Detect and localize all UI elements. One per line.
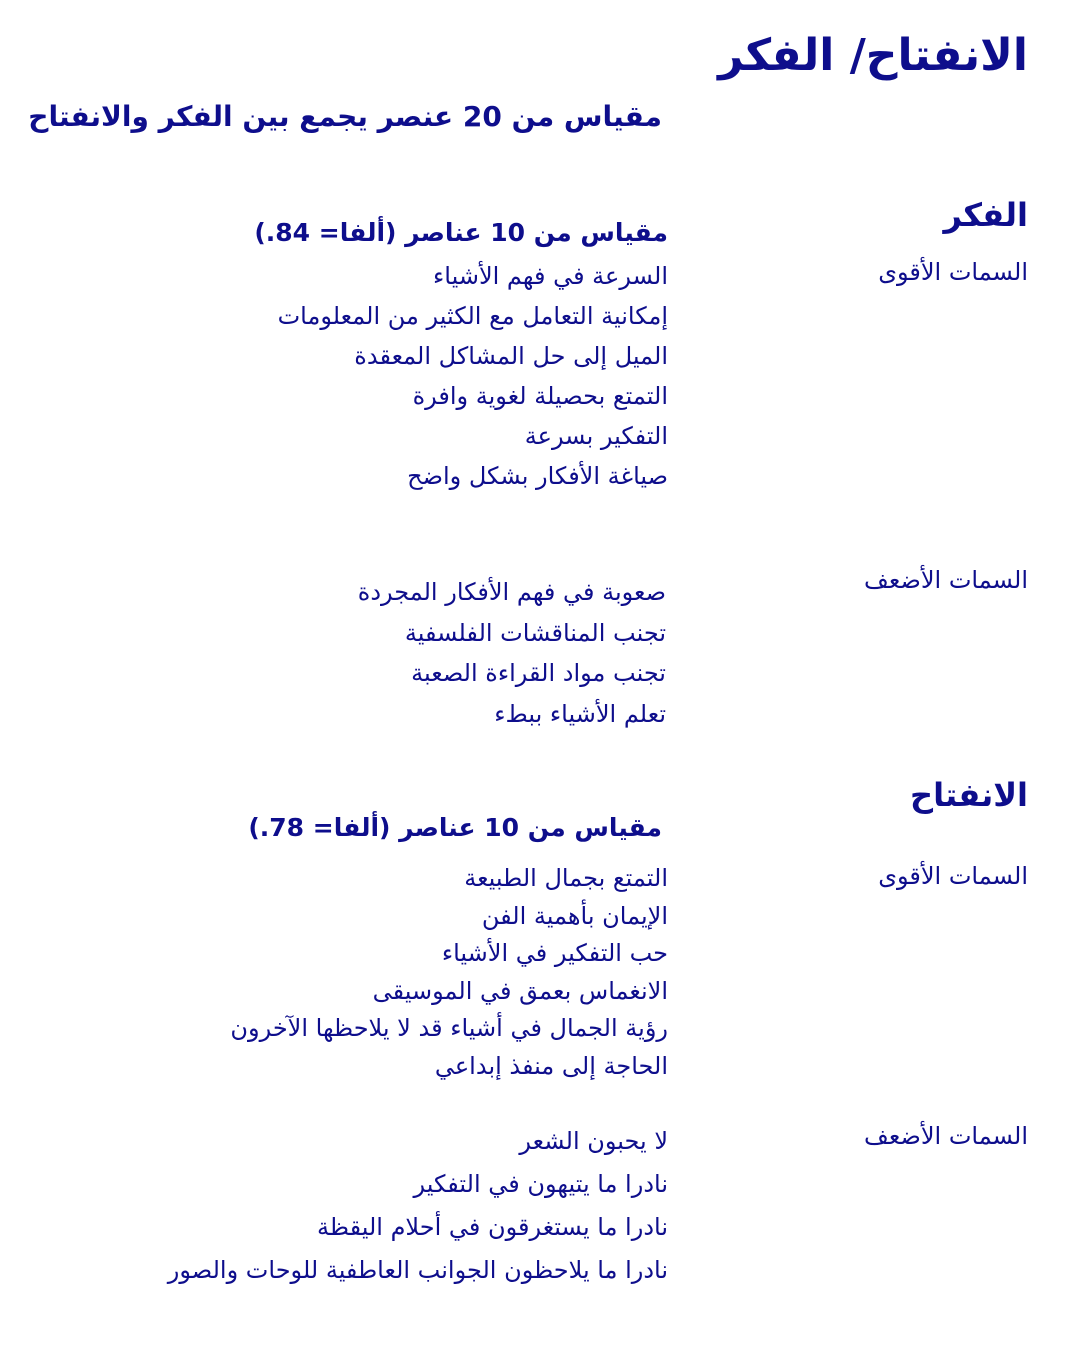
list-item: التمتع بحصيلة لغوية وافرة (412, 382, 668, 410)
openness-heading: الانفتاح (910, 776, 1028, 814)
list-item: الانغماس بعمق في الموسيقى (372, 976, 668, 1005)
intellect-weak-traits-list (358, 572, 666, 734)
intellect-strong-traits-list (278, 256, 668, 496)
list-item: تعلم الأشياء ببطء (494, 699, 666, 728)
list-item: نادرا ما يستغرقون في أحلام اليقظة (317, 1213, 668, 1241)
list-item: الحاجة إلى منفذ إبداعي (434, 1051, 668, 1080)
list-item: تجنب المناقشات الفلسفية (404, 618, 666, 647)
list-item: التفكير بسرعة (524, 422, 668, 450)
list-item: التمتع بجمال الطبيعة (464, 864, 668, 892)
openness-weak-traits-list (168, 1120, 668, 1292)
openness-strong-traits-label: السمات الأقوى (878, 862, 1028, 890)
list-item: حب التفكير في الأشياء (441, 939, 668, 967)
list-item: الإيمان بأهمية الفن (481, 901, 668, 930)
list-item: صعوبة في فهم الأفكار المجردة (357, 578, 666, 606)
list-item: نادرا ما يتيهون في التفكير (413, 1170, 668, 1198)
intellect-strong-traits-label: السمات الأقوى (878, 258, 1028, 286)
list-item: لا يحبون الشعر (519, 1127, 668, 1155)
list-item: رؤية الجمال في أشياء قد لا يلاحظها الآخرون (230, 1014, 668, 1042)
list-item: تجنب مواد القراءة الصعبة (411, 659, 666, 687)
intellect-weak-traits-label: السمات الأضعف (864, 566, 1028, 594)
page-title: الانفتاح/ الفكر (718, 30, 1028, 81)
openness-scale-label: مقياس من 10 عناصر (ألفا= 78.) (248, 813, 662, 842)
page-subtitle: مقياس من 20 عنصر يجمع بين الفكر والانفتاح (28, 100, 662, 133)
list-item: إمكانية التعامل مع الكثير من المعلومات (277, 302, 668, 330)
intellect-scale-label: مقياس من 10 عناصر (ألفا= 84.) (254, 218, 668, 247)
list-item: السرعة في فهم الأشياء (433, 262, 668, 290)
list-item: الميل إلى حل المشاكل المعقدة (354, 342, 668, 370)
intellect-heading: الفكر (943, 196, 1028, 234)
openness-strong-traits-list (230, 860, 668, 1085)
openness-weak-traits-label: السمات الأضعف (864, 1122, 1028, 1150)
list-item: صياغة الأفكار بشكل واضح (407, 462, 668, 490)
list-item: نادرا ما يلاحظون الجوانب العاطفية للوحات والصور (167, 1256, 668, 1284)
